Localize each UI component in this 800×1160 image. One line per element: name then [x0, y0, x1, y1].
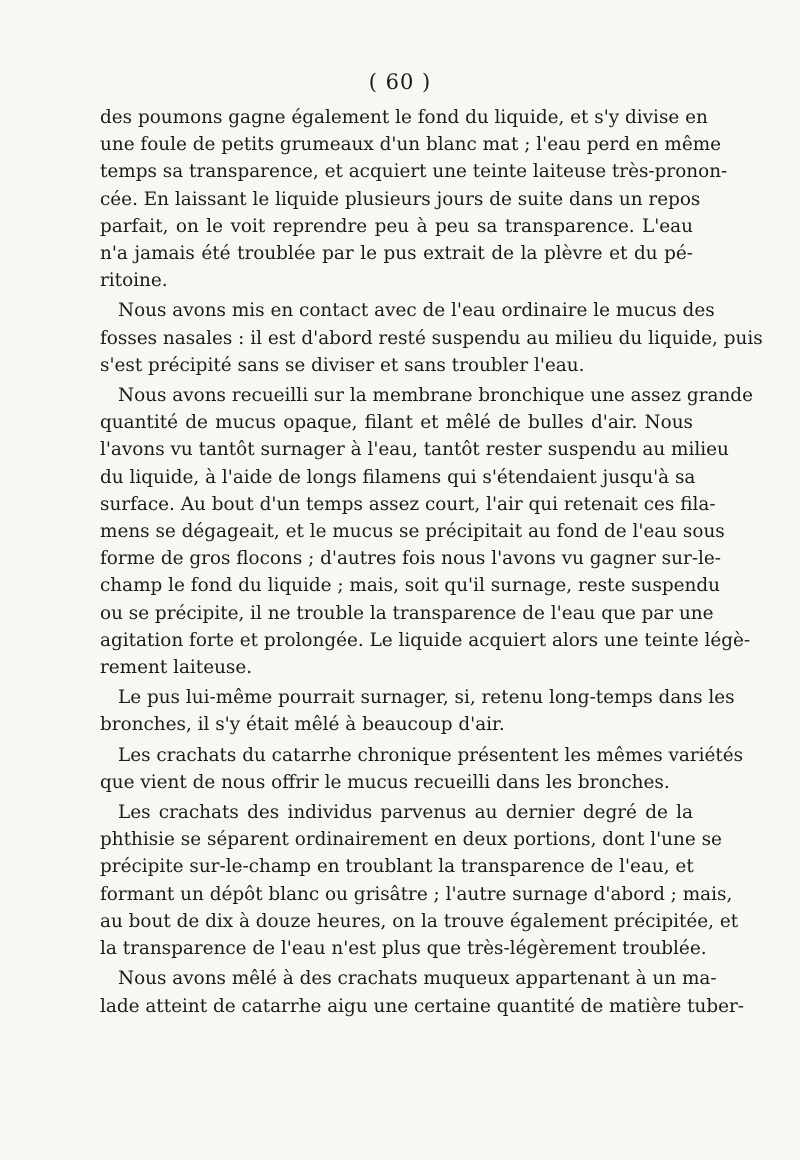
text-line: parfait, on le voit reprendre peu à peu sa transparence. L'eau: [100, 215, 693, 237]
text-line: précipite sur-le-champ en troublant la transparence de l'eau, et: [100, 856, 694, 878]
text-line: forme de gros flocons ; d'autres fois nous l'avons vu gagner sur-le-: [100, 548, 721, 570]
body-text: [100, 104, 763, 1020]
text-line: la transparence de l'eau n'est plus que très-légèrement troublée.: [100, 938, 707, 960]
text-line: une foule de petits grumeaux d'un blanc mat ; l'eau perd en même: [100, 134, 722, 156]
text-line: formant un dépôt blanc ou grisâtre ; l'autre surnage d'abord ; mais,: [100, 883, 733, 905]
text-line: ou se précipite, il ne trouble la transparence de l'eau que par une: [100, 602, 714, 624]
paragraph-start-line: Nous avons mêlé à des crachats muqueux appartenant à un ma-: [118, 968, 717, 990]
text-line: agitation forte et prolongée. Le liquide acquiert alors une teinte légè-: [100, 629, 751, 651]
text-line: au bout de dix à douze heures, on la trouve également précipitée, et: [100, 910, 739, 932]
text-line: mens se dégageait, et le mucus se précipitait au fond de l'eau sous: [100, 521, 725, 543]
text-line: des poumons gagne également le fond du liquide, et s'y divise en: [100, 107, 708, 128]
paragraph-start-line: Nous avons mis en contact avec de l'eau ordinaire le mucus des: [118, 300, 715, 322]
text-line: que vient de nous offrir le mucus recueilli dans les bronches.: [100, 771, 670, 793]
text-line: quantité de mucus opaque, filant et mêlé de bulles d'air. Nous: [100, 412, 693, 434]
text-line: bronches, il s'y était mêlé à beaucoup d'air.: [100, 714, 505, 736]
text-line: surface. Au bout d'un temps assez court, l'air qui retenait ces fila-: [100, 493, 716, 515]
paragraph-start-line: Les crachats des individus parvenus au dernier degré de la: [118, 802, 693, 824]
text-line: phthisie se séparent ordinairement en deux portions, dont l'une se: [100, 829, 722, 851]
text-line: l'avons vu tantôt surnager à l'eau, tantôt rester suspendu au milieu: [100, 439, 729, 461]
page-number: ( 60 ): [368, 70, 432, 94]
text-line: fosses nasales : il est d'abord resté suspendu au milieu du liquide, puis: [100, 327, 763, 349]
text-line: s'est précipité sans se diviser et sans troubler l'eau.: [100, 354, 585, 376]
text-line: temps sa transparence, et acquiert une teinte laiteuse très-pronon-: [100, 161, 728, 183]
text-line: champ le fond du liquide ; mais, soit qu'il surnage, reste suspendu: [100, 575, 721, 597]
text-line: ritoine.: [100, 270, 168, 292]
text-line: rement laiteuse.: [100, 657, 253, 679]
text-line: n'a jamais été troublée par le pus extrait de la plèvre et du pé-: [100, 243, 693, 265]
text-line: cée. En laissant le liquide plusieurs jours de suite dans un repos: [100, 188, 701, 210]
paragraph-start-line: Nous avons recueilli sur la membrane bronchique une assez grande: [118, 385, 753, 407]
paragraph-start-line: Le pus lui-même pourrait surnager, si, retenu long-temps dans les: [118, 687, 735, 709]
text-line: du liquide, à l'aide de longs filamens qui s'étendaient jusqu'à sa: [100, 466, 696, 488]
paragraph-start-line: Les crachats du catarrhe chronique présentent les mêmes variétés: [118, 744, 744, 766]
text-line: lade atteint de catarrhe aigu une certaine quantité de matière tuber-: [100, 995, 745, 1017]
